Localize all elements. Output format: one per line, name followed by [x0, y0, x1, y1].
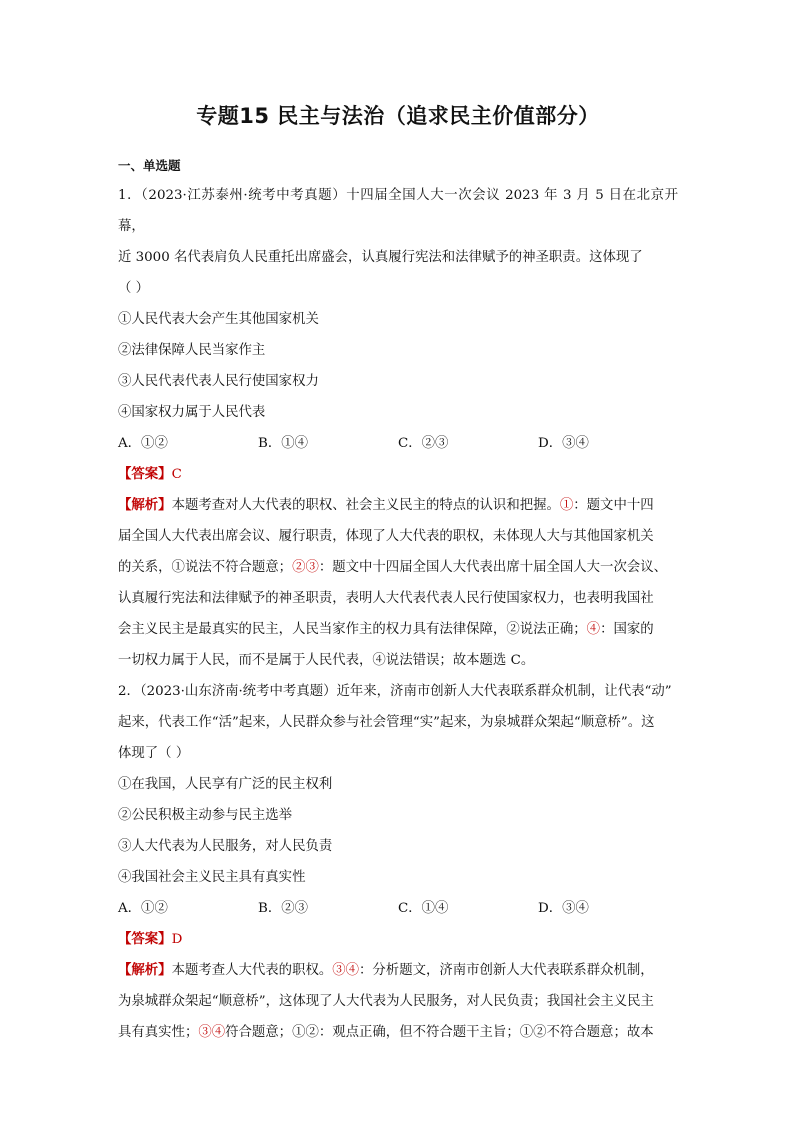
analysis-block	[118, 955, 678, 1048]
section-heading: 一、单选题	[118, 158, 181, 173]
page-title: 专题15 民主与法治（追求民主价值部分）	[196, 104, 600, 128]
analysis-line	[118, 490, 678, 521]
analysis-segment: ：国家的	[600, 622, 654, 637]
document-page	[118, 100, 678, 1048]
analysis-segment: ③④	[198, 1025, 226, 1040]
answer-value: D	[171, 932, 183, 947]
analysis-line	[118, 645, 678, 676]
question-stem-line: 1．（2023·江苏泰州·统考中考真题）十四届全国人大一次会议 2023 年 3 月 5 日在北京开幕，	[118, 188, 678, 234]
analysis-segment: 会主义民主是最真实的民主，人民当家作主的权力具有法律保障，②说法正确；	[118, 622, 587, 637]
choice-a: A．①②	[118, 901, 168, 916]
answer-value: C	[171, 467, 182, 482]
statement-option: ④国家权力属于人民代表	[118, 405, 266, 420]
choice-d: D．③④	[538, 436, 589, 451]
analysis-segment: 具有真实性；	[118, 1025, 199, 1040]
question-stem-line: 近 3000 名代表肩负人民重托出席盛会，认真履行宪法和法律赋予的神圣职责。这体现了	[118, 250, 643, 265]
analysis-segment: 符合题意；①②：观点正确，但不符合题干主旨；①②不符合题意；故本	[225, 1025, 654, 1040]
choice-d: D．③④	[538, 901, 589, 916]
answer-label: 【答案】	[118, 466, 172, 482]
analysis-label: 【解析】	[118, 497, 172, 513]
analysis-segment: 届全国人大代表出席会议、履行职责，体现了人大代表的职权，未体现人大与其他国家机关	[118, 529, 654, 544]
statement-option: ②公民积极主动参与民主选举	[118, 808, 293, 823]
analysis-segment: 认真履行宪法和法律赋予的神圣职责，表明人大代表代表人民行使国家权力，也表明我国社	[118, 591, 654, 606]
analysis-line	[118, 1017, 678, 1048]
answer-line	[118, 924, 678, 955]
analysis-line	[118, 614, 678, 645]
analysis-block	[118, 490, 678, 676]
analysis-segment: 为泉城群众架起“顺意桥”，这体现了人大代表为人民服务，对人民负责；我国社会主义民主	[118, 994, 654, 1009]
statement-option: ②法律保障人民当家作主	[118, 343, 266, 358]
statement-option: ④我国社会主义民主具有真实性	[118, 870, 306, 885]
statement-option: ③人大代表为人民服务，对人民负责	[118, 839, 333, 854]
choice-b: B．①④	[258, 436, 309, 451]
question-2	[118, 676, 678, 1048]
analysis-line	[118, 955, 678, 986]
analysis-line	[118, 552, 678, 583]
analysis-segment: ：分析题文，济南市创新人大代表联系群众机制，	[359, 963, 654, 978]
analysis-segment: 的关系，①说法不符合题意；	[118, 560, 293, 575]
statement-option: ③人民代表代表人民行使国家权力	[118, 374, 319, 389]
answer-choices	[118, 893, 678, 924]
question-1	[118, 180, 678, 676]
analysis-segment: ③④	[332, 963, 360, 978]
choice-a: A．①②	[118, 436, 168, 451]
choice-b: B．②③	[258, 901, 309, 916]
answer-label: 【答案】	[118, 931, 172, 947]
statement-option: ①在我国，人民享有广泛的民主权利	[118, 777, 333, 792]
analysis-segment: ：题文中十四届全国人大代表出席十届全国人大一次会议、	[318, 560, 668, 575]
analysis-segment: 一切权力属于人民，而不是属于人民代表，④说法错误；故本题选 C。	[118, 653, 535, 668]
answer-choices	[118, 428, 678, 459]
question-stem-line: （ ）	[118, 281, 150, 296]
analysis-segment: 本题考查对人大代表的职权、社会主义民主的特点的认识和把握。	[171, 498, 560, 513]
analysis-segment: ④	[586, 622, 601, 637]
analysis-segment: 本题考查人大代表的职权。	[171, 963, 333, 978]
analysis-line	[118, 986, 678, 1017]
choice-c: C．②③	[398, 436, 449, 451]
answer-line	[118, 459, 678, 490]
question-stem-line: 体现了（ ）	[118, 746, 190, 761]
analysis-line	[118, 583, 678, 614]
analysis-segment: ：题文中十四	[573, 498, 654, 513]
analysis-label: 【解析】	[118, 962, 172, 978]
question-stem-line: 2．（2023·山东济南·统考中考真题）近年来，济南市创新人大代表联系群众机制，让代表“动”	[118, 684, 672, 699]
analysis-segment: ①	[559, 498, 574, 513]
analysis-line	[118, 521, 678, 552]
question-stem-line: 起来，代表工作“活”起来，人民群众参与社会管理“实”起来，为泉城群众架起“顺意桥”。这	[118, 715, 655, 730]
statement-option: ①人民代表大会产生其他国家机关	[118, 312, 319, 327]
analysis-segment: ②③	[292, 560, 319, 575]
choice-c: C．①④	[398, 901, 449, 916]
